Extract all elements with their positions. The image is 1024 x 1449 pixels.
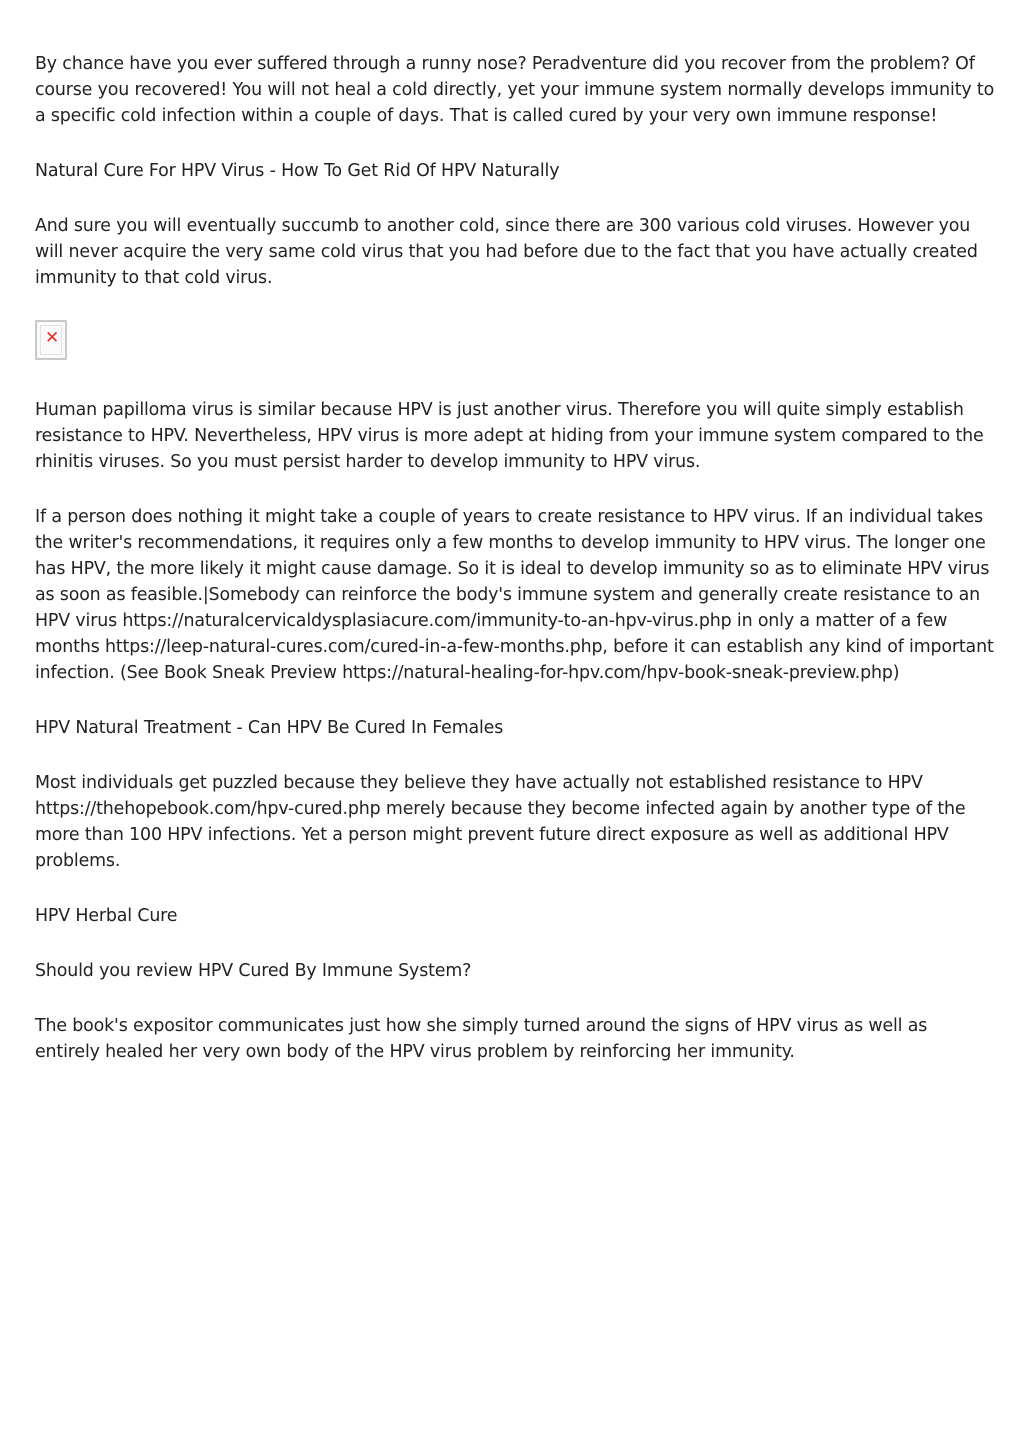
paragraph-intro: By chance have you ever suffered through a runny nose? Peradventure did you recover from the problem? Of course you recovered! You will not heal a cold directly, yet your immune system normally develops immunity to a specific cold infection within a couple of days. That is called cured by your very own immune response! (35, 54, 995, 126)
broken-image-icon (35, 320, 67, 360)
paragraph-resistance: If a person does nothing it might take a couple of years to create resistance to HPV virus. If an individual takes the writer's recommendations, it requires only a few months to develop immunity to HPV virus. The longer one has HPV, the more likely it might cause damage. So it is ideal to develop immunity so as to eliminate HPV virus as soon as feasible.|Somebody can reinforce the body's immune system and generally create resistance to an HPV virus https://naturalcervicaldysplasiacure.com/immunity-to-an-hpv-virus.php in only a matter of a few months https://leep-natural-cures.com/cured-in-a-few-months.php, before it can establish any kind of important infection. (See Book Sneak Preview https://natural-healing-for-hpv.com/hpv-book-sneak-preview.php) (35, 507, 994, 683)
heading-herbal-cure: HPV Herbal Cure (35, 906, 178, 926)
paragraph-hpv-similar: Human papilloma virus is similar because HPV is just another virus. Therefore you will quite simply establish resistance to HPV. Nevertheless, HPV virus is more adept at hiding from your immune system compared to the rhinitis viruses. So you must persist harder to develop immunity to HPV virus. (35, 400, 984, 472)
close-icon: ✕ (44, 328, 60, 348)
paragraph-expositor: The book's expositor communicates just how she simply turned around the signs of HPV virus as well as entirely healed her very own body of the HPV virus problem by reinforcing her immunity. (35, 1016, 928, 1062)
heading-natural-cure: Natural Cure For HPV Virus - How To Get Rid Of HPV Naturally (35, 161, 560, 181)
paragraph-puzzled: Most individuals get puzzled because they believe they have actually not established resistance to HPV https://thehopebook.com/hpv-cured.php merely because they become infected again by another type of the more than 100 HPV infections. Yet a person might prevent future direct exposure as well as additional HPV problems. (35, 773, 966, 871)
paragraph-cold-viruses: And sure you will eventually succumb to another cold, since there are 300 various cold viruses. However you will never acquire the very same cold virus that you had before due to the fact that you have actually created immunity to that cold virus. (35, 216, 978, 288)
heading-natural-treatment: HPV Natural Treatment - Can HPV Be Cured In Females (35, 718, 504, 738)
heading-review-question: Should you review HPV Cured By Immune System? (35, 961, 472, 981)
document-body (35, 51, 997, 1094)
